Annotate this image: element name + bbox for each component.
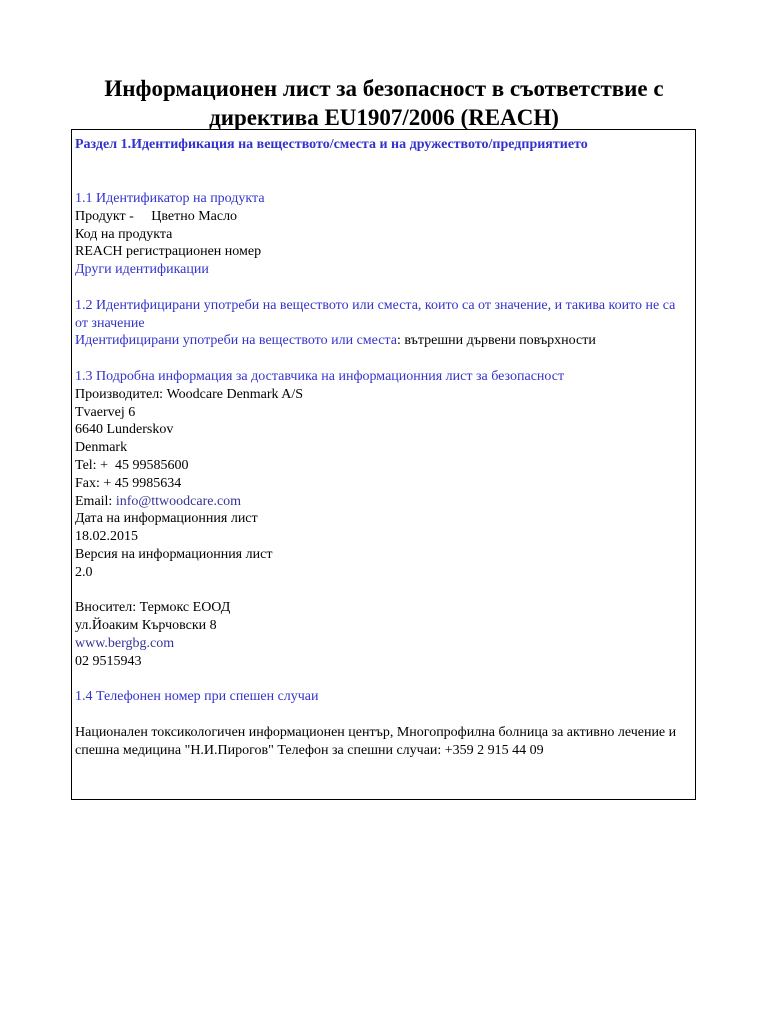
importer: Вносител: Термокс ЕООД xyxy=(75,600,231,616)
subsection-1-2-heading: 1.2 Идентифицирани употреби на веществото или сместа, които са от значение, и такива които не са от значение xyxy=(75,297,676,331)
identified-uses-value: : вътрешни дървени повърхности xyxy=(396,333,596,349)
manufacturer-tel: Tel: + 45 99585600 xyxy=(75,457,189,473)
sheet-date-label: Дата на информационния лист xyxy=(75,511,258,527)
section-1-box xyxy=(71,129,696,800)
subsection-1-1-heading: 1.1 Идентификатор на продукта xyxy=(75,191,265,206)
website-link[interactable]: www.bergbg.com xyxy=(75,635,175,651)
document-title xyxy=(40,74,728,132)
title-line-2: директива EU1907/2006 (REACH) xyxy=(209,105,559,130)
sheet-version: 2.0 xyxy=(75,564,93,580)
email-label: Email: xyxy=(75,493,116,509)
section-1-content xyxy=(75,190,690,760)
identified-uses-label: Идентифицирани употреби на веществото или сместа xyxy=(75,333,397,349)
manufacturer-email xyxy=(75,493,690,511)
sheet-date: 18.02.2015 xyxy=(75,529,138,545)
identified-uses xyxy=(75,332,690,350)
product-code-label: Код на продукта xyxy=(75,226,173,242)
section-1-heading: Раздел 1.Идентификация на веществото/сместа и на дружеството/предприятието xyxy=(75,137,588,152)
email-link[interactable]: info@ttwoodcare.com xyxy=(115,493,242,509)
importer-phone: 02 9515943 xyxy=(75,653,142,669)
manufacturer-city: 6640 Lunderskov xyxy=(75,422,174,438)
reach-number-label: REACH регистрационен номер xyxy=(75,244,262,260)
importer-street: ул.Йоаким Кърчовски 8 xyxy=(75,618,217,634)
manufacturer: Производител: Woodcare Denmark A/S xyxy=(75,386,304,402)
title-line-1: Информационен лист за безопасност в съответствие с xyxy=(104,76,664,101)
product-name: Продукт - Цветно Масло xyxy=(75,208,238,224)
sheet-version-label: Версия на информационния лист xyxy=(75,546,273,562)
manufacturer-country: Denmark xyxy=(75,440,128,456)
other-identifications-label: Други идентификации xyxy=(75,262,209,278)
manufacturer-street: Tvaervej 6 xyxy=(75,404,136,420)
subsection-1-3-heading: 1.3 Подробна информация за доставчика на информационния лист за безопасност xyxy=(75,368,565,384)
manufacturer-fax: Fax: + 45 9985634 xyxy=(75,475,182,491)
emergency-info: Национален токсикологичен информационен център, Многопрофилна болница за активно лечение и спешна медицина "Н.И.Пирогов" Телефон за спешни случаи: +359 2 915 44 09 xyxy=(75,724,677,758)
subsection-1-4-heading: 1.4 Телефонен номер при спешен случаи xyxy=(75,689,319,705)
